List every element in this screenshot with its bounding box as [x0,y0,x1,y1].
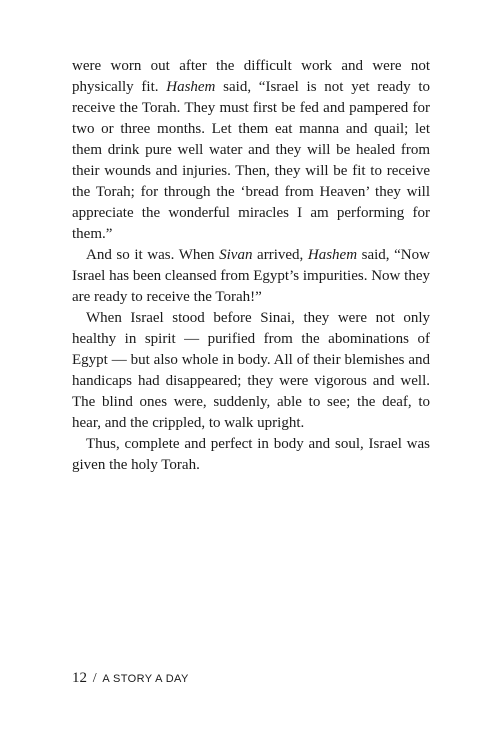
page-body [72,56,430,476]
text-run: said, “Israel is not yet ready to receive the Torah. They must first be fed and pampered for two or three months. Let them eat manna and quail; let them drink pure well water and they will be healed from their wounds and injuries. Then, they will be fit to receive the Torah; for through the ‘bread from Heaven’ they will appreciate the wonderful miracles I am performing for them.” [72,79,430,242]
text-run: When Israel stood before Sinai, they were not only healthy in spirit — purified from the abominations of Egypt — but also whole in body. All of their blemishes and handicaps had disappeared; they were vigorous and well. The blind ones were, suddenly, able to see; the deaf, to hear, and the crippled, to walk upright. [72,310,430,431]
footer-separator: / [92,671,97,686]
running-title: A STORY A DAY [102,673,189,685]
italic-term: Hashem [166,79,216,95]
paragraph-2 [72,245,430,308]
text-run: And so it was. When [86,247,220,263]
paragraph-3 [72,308,430,434]
italic-term: Sivan [219,247,253,263]
paragraph-1 [72,56,430,245]
text-run: were worn out after the difficult work and were not physically fit. [72,58,430,95]
paragraph-4 [72,434,430,476]
page-number: 12 [72,670,87,686]
text-run: said, “Now Israel has been cleansed from Egypt’s impurities. Now they are ready to receive the Torah!” [72,247,430,305]
text-run: Thus, complete and perfect in body and soul, Israel was given the holy Torah. [72,436,430,473]
italic-term: Hashem [307,247,358,263]
text-run: arrived, [252,247,308,263]
page-footer [72,670,189,687]
